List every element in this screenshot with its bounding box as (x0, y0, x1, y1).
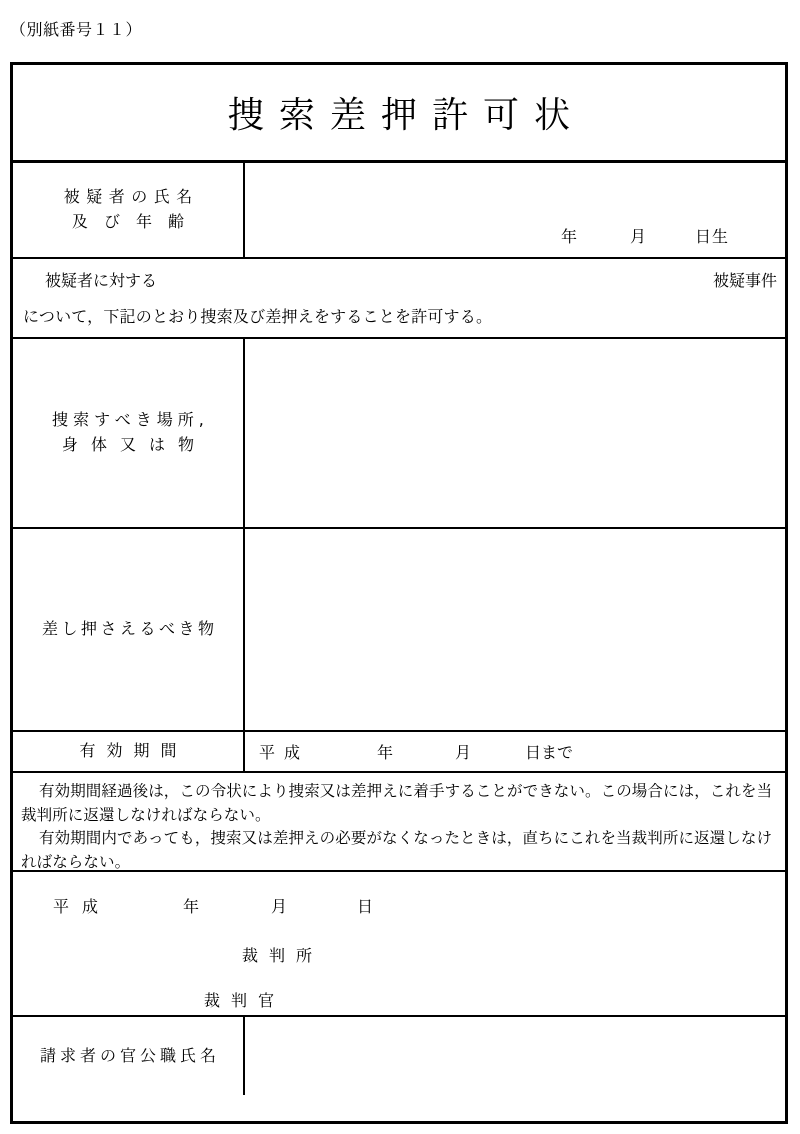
document-title: 捜索差押許可状 (227, 95, 585, 136)
search-place-value-cell[interactable] (245, 339, 785, 527)
court-name-line: 裁判所 (242, 946, 324, 965)
validity-date-line (245, 740, 573, 763)
requester-value-cell[interactable] (245, 1017, 785, 1095)
seize-items-label-cell (13, 529, 245, 730)
validity-row (13, 732, 785, 773)
issue-day-label: 日 (357, 897, 374, 916)
seize-items-label-text: 差し押さえるべき物 (41, 619, 218, 639)
suspect-label-text (56, 185, 200, 235)
birth-year-label: 年 (560, 227, 578, 246)
charge-case-label: 被疑事件 (712, 271, 777, 290)
validity-label-text: 有効期間 (79, 741, 188, 761)
issue-year-label: 年 (183, 897, 200, 916)
search-place-label-line1: 捜索すべき場所, (52, 410, 209, 430)
suspect-label-line1: 被疑者の氏名 (63, 187, 199, 207)
suspect-value-cell[interactable] (245, 163, 785, 257)
birth-month-label: 月 (629, 227, 647, 246)
validity-year-label: 年 (377, 743, 394, 762)
notice-paragraph-1: 有効期間経過後は，この令状により捜索又は差押えに着手することができない。この場合には，これを当裁判所に返還しなければならない。 (21, 782, 773, 824)
issue-month-label: 月 (271, 897, 288, 916)
validity-era-label: 平成 (259, 743, 310, 762)
birth-date-line (561, 224, 729, 247)
notice-paragraph-2: 有効期間内であっても，捜索又は差押えの必要がなくなったときは，直ちにこれを当裁判所に返還しなければならない。 (21, 829, 773, 871)
validity-label-cell (13, 732, 245, 771)
charge-statement-text: について，下記のとおり捜索及び差押えをすることを許可する。 (23, 307, 493, 326)
suspect-row (13, 163, 785, 259)
signature-row (13, 872, 785, 1017)
search-place-label-line2: 身体又は物 (61, 435, 207, 454)
validity-month-label: 月 (455, 743, 472, 762)
search-place-label-text (47, 408, 209, 458)
charge-top-line (21, 268, 777, 291)
suspect-label-cell (13, 163, 245, 257)
requester-label-cell (13, 1017, 245, 1095)
judge-name-line: 裁判官 (204, 991, 286, 1010)
seize-items-row (13, 529, 785, 732)
search-place-label-cell (13, 339, 245, 527)
charge-row (13, 259, 785, 339)
issue-era-label: 平成 (53, 897, 112, 916)
warrant-form (10, 62, 788, 1124)
validity-day-until-label: 日まで (525, 743, 574, 762)
requester-row (13, 1017, 785, 1095)
requester-label-text: 請求者の官公職氏名 (39, 1045, 220, 1065)
search-place-row (13, 339, 785, 529)
suspect-label-line2: 及び年齢 (71, 212, 200, 231)
title-row (13, 65, 785, 163)
charge-lead-text: 被疑者に対する (45, 271, 158, 290)
notice-row (13, 773, 785, 872)
issue-date-line (13, 894, 785, 917)
validity-value-cell[interactable] (245, 732, 785, 771)
sheet-number-note: （別紙番号１１） (10, 20, 143, 39)
seize-items-value-cell[interactable] (245, 529, 785, 730)
birth-day-born-label: 日生 (694, 227, 729, 246)
